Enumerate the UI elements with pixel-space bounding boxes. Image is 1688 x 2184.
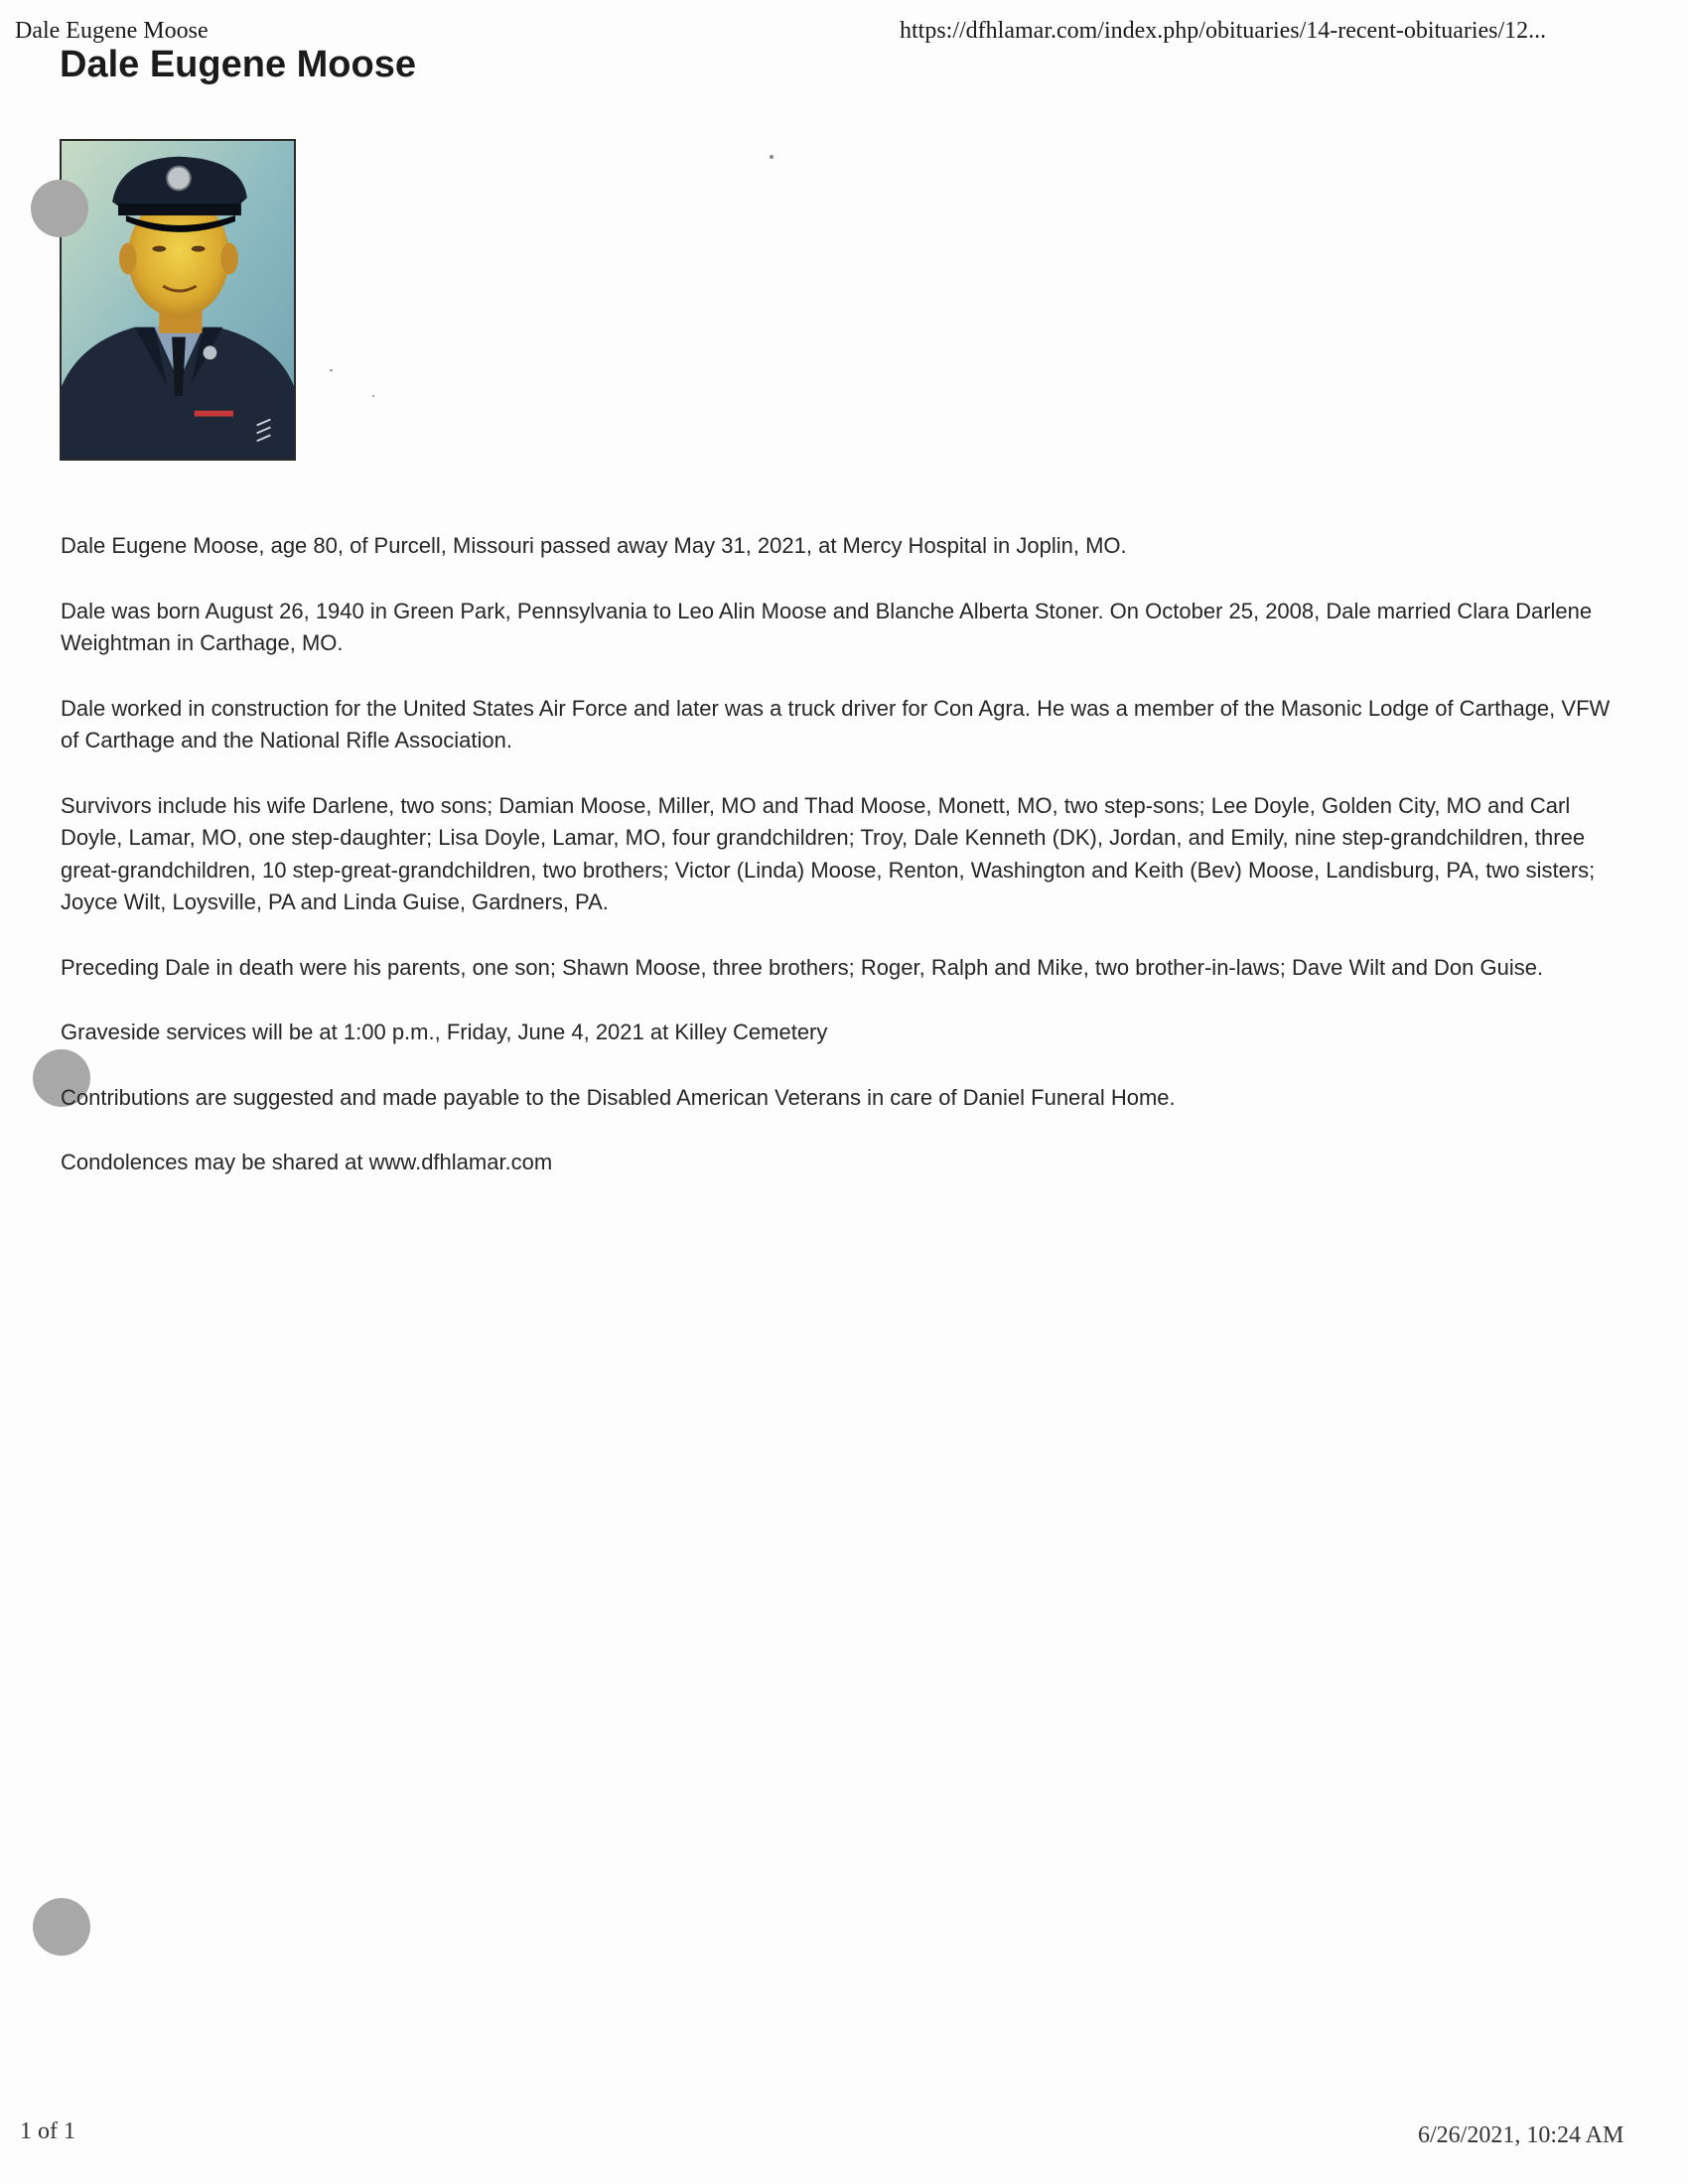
obituary-paragraph: Dale was born August 26, 1940 in Green Park, Pennsylvania to Leo Alin Moose and Blanche Alberta Stoner. On October 25, 2008, Dale married Clara Darlene Weightman in Carthage, MO.: [61, 598, 1593, 655]
print-header-url: https://dfhlamar.com/index.php/obituaries/14-recent-obituaries/12...: [900, 18, 1547, 44]
print-footer-timestamp: 6/26/2021, 10:24 AM: [1418, 2122, 1624, 2148]
obituary-paragraph: Dale worked in construction for the United States Air Force and later was a truck driver for Con Agra. He was a member of the Masonic Lodge of Carthage, VFW of Carthage and the National Rifle Association.: [61, 695, 1611, 752]
portrait-photo-icon: [62, 141, 294, 459]
scan-speck: [372, 395, 374, 397]
obituary-paragraph: Survivors include his wife Darlene, two sons; Damian Moose, Miller, MO and Thad Moose, Monett, MO, two step-sons; Lee Doyle, Golden City, MO and Carl Doyle, Lamar, MO, one step-daughter; Lisa Doyle, Lamar, MO, four grandchildren; Troy, Dale Kenneth (DK), Jordan, and Emily, nine step-grandchildren, three great-grandchildren, 10 step-great-grandchildren, two brothers; Victor (Linda) Moose, Renton, Washington and Keith (Bev) Moose, Landisburg, PA, two sisters; Joyce Wilt, Loysville, PA and Linda Guise, Gardners, PA.: [61, 792, 1596, 914]
punch-hole: [31, 180, 88, 237]
page-title: Dale Eugene Moose: [60, 44, 416, 85]
obituary-paragraph: Condolences may be shared at www.dfhlamar.com: [61, 1150, 553, 1174]
obituary-paragraph: Dale Eugene Moose, age 80, of Purcell, Missouri passed away May 31, 2021, at Mercy Hospital in Joplin, MO.: [61, 533, 1127, 558]
obituary-paragraph: Graveside services will be at 1:00 p.m., Friday, June 4, 2021 at Killey Cemetery: [61, 1020, 828, 1044]
portrait-photo: [60, 139, 296, 461]
obituary-paragraph: Preceding Dale in death were his parents, one son; Shawn Moose, three brothers; Roger, Ralph and Mike, two brother-in-laws; Dave Wilt and Don Guise.: [61, 954, 1544, 980]
punch-hole: [33, 1898, 90, 1956]
print-footer-page-count: 1 of 1: [20, 2118, 75, 2144]
scan-speck: [330, 369, 333, 371]
obituary-body: [61, 530, 1629, 1212]
scan-speck: [770, 155, 774, 159]
print-header-title: Dale Eugene Moose: [15, 18, 209, 44]
obituary-paragraph: Contributions are suggested and made payable to the Disabled American Veterans in care of Daniel Funeral Home.: [61, 1084, 1176, 1110]
